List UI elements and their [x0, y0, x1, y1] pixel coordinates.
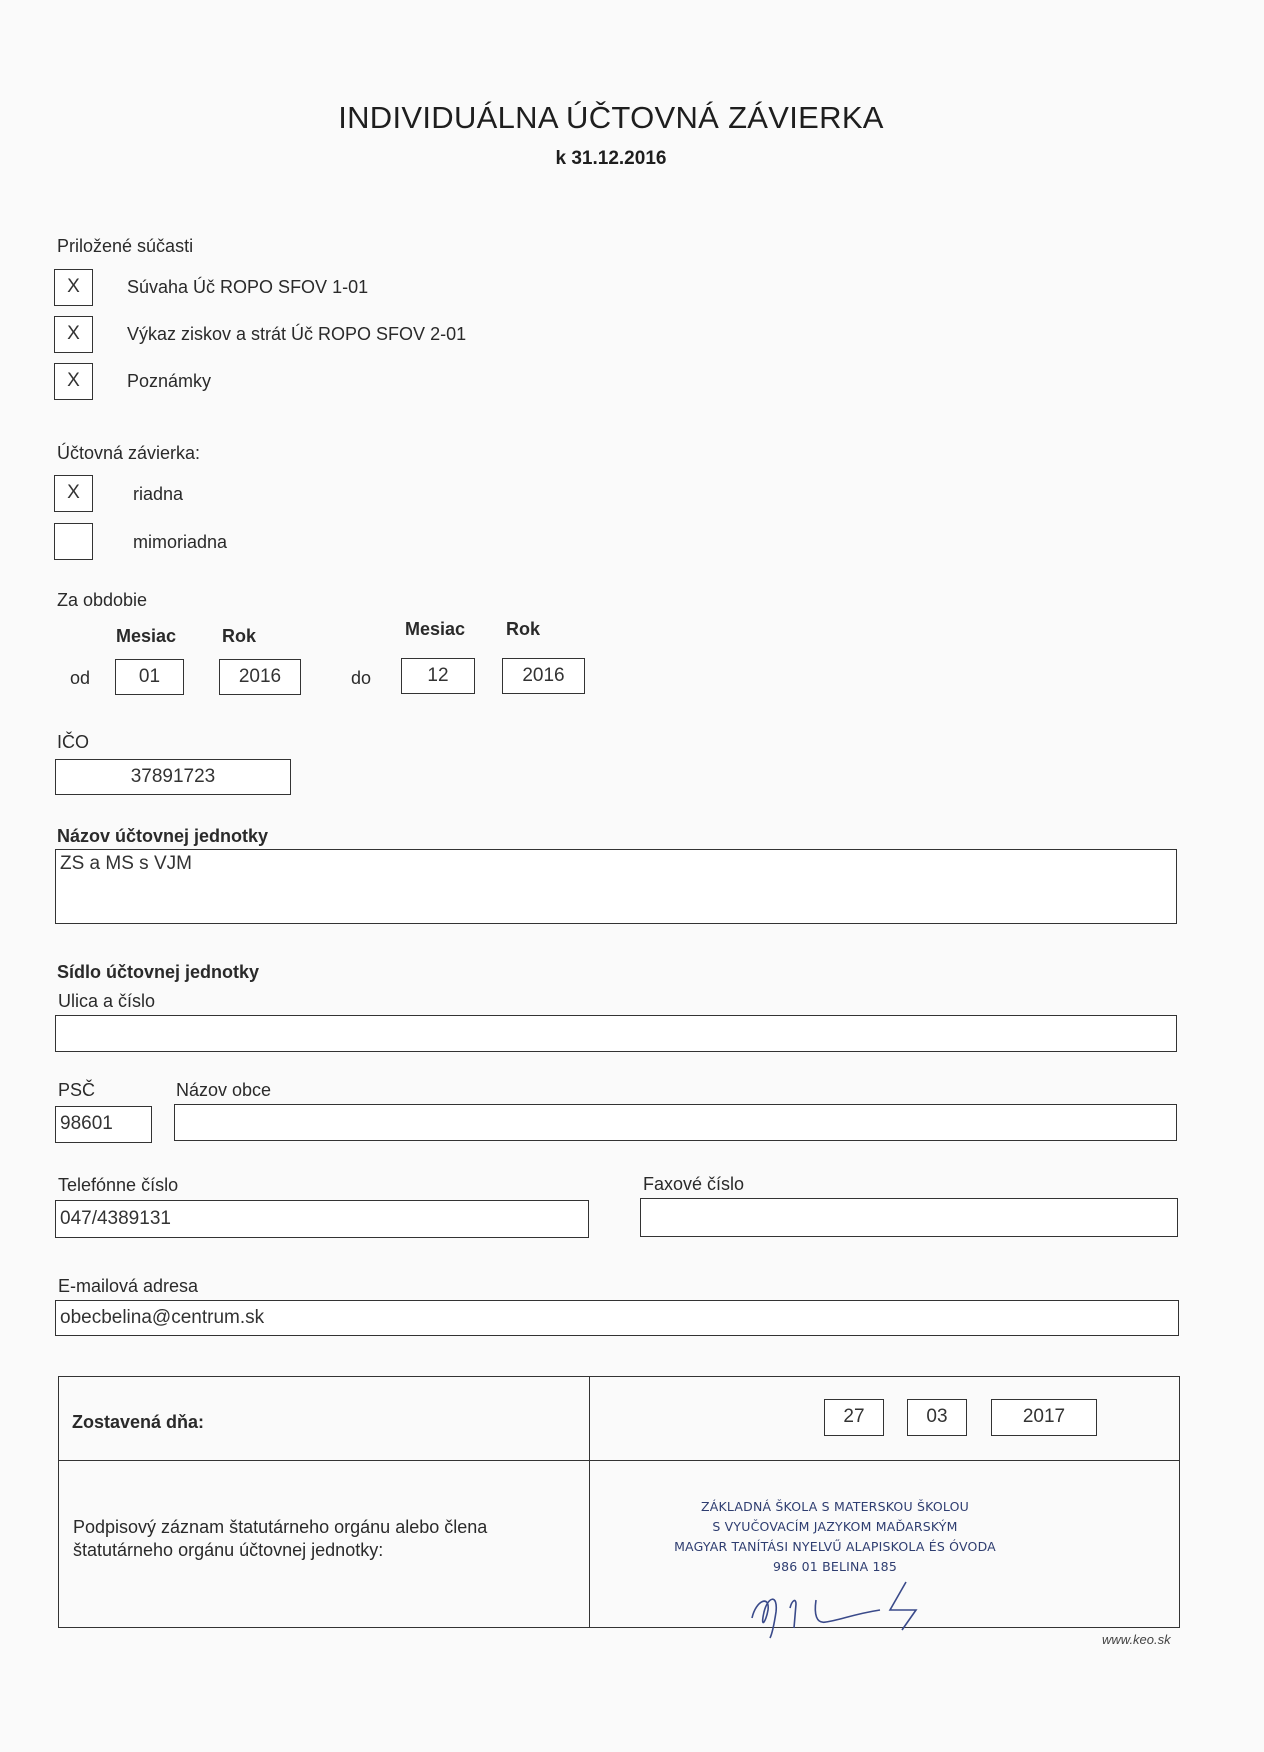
signature-label-line1: Podpisový záznam štatutárneho orgánu alebo člena — [73, 1517, 488, 1537]
ico-field[interactable]: 37891723 — [55, 759, 291, 795]
checkbox-riadna[interactable]: X — [54, 475, 93, 512]
closure-label-mimoriadna: mimoriadna — [133, 532, 228, 552]
official-stamp — [660, 1497, 1010, 1577]
checkbox-mimoriadna[interactable] — [54, 523, 93, 560]
signature-label-line2: štatutárneho orgánu účtovnej jednotky: — [73, 1540, 384, 1560]
fax-label: Faxové číslo — [643, 1174, 745, 1194]
compiled-day-field[interactable]: 27 — [824, 1399, 884, 1436]
to-year-field[interactable]: 2016 — [502, 658, 585, 694]
stamp-line-1: ZÁKLADNÁ ŠKOLA S MATERSKOU ŠKOLOU — [701, 1499, 969, 1514]
address-heading: Sídlo účtovnej jednotky — [57, 962, 260, 982]
from-year-header: Rok — [222, 626, 257, 646]
period-to-label: do — [351, 668, 372, 688]
entity-name-field[interactable]: ZS a MS s VJM — [55, 849, 1177, 924]
checkbox-vykaz[interactable]: X — [54, 316, 93, 353]
handwritten-signature — [730, 1570, 950, 1640]
stamp-line-2: S VYUČOVACÍM JAZYKOM MAĎARSKÝM — [712, 1519, 958, 1534]
street-field[interactable] — [55, 1015, 1177, 1052]
phone-field[interactable]: 047/4389131 — [55, 1200, 589, 1238]
attachment-label-poznamky: Poznámky — [127, 371, 212, 391]
attachments-heading: Priložené súčasti — [57, 236, 194, 256]
period-heading: Za obdobie — [57, 590, 148, 610]
fax-field[interactable] — [640, 1198, 1178, 1237]
attachment-label-suvaha: Súvaha Úč ROPO SFOV 1-01 — [127, 277, 369, 297]
stamp-line-3: MAGYAR TANÍTÁSI NYELVŰ ALAPISKOLA ÉS ÓVODA — [674, 1539, 996, 1554]
checkbox-poznamky[interactable]: X — [54, 363, 93, 400]
compiled-label: Zostavená dňa: — [72, 1412, 205, 1432]
period-from-label: od — [70, 668, 91, 688]
from-year-field[interactable]: 2016 — [219, 659, 301, 695]
phone-label: Telefónne číslo — [58, 1175, 179, 1195]
checkbox-suvaha[interactable]: X — [54, 269, 93, 306]
table-divider-vertical — [589, 1377, 590, 1627]
email-label: E-mailová adresa — [58, 1276, 199, 1296]
to-month-field[interactable]: 12 — [401, 658, 475, 694]
compiled-year-field[interactable]: 2017 — [991, 1399, 1097, 1436]
compiled-month-field[interactable]: 03 — [907, 1399, 967, 1436]
to-year-header: Rok — [506, 619, 541, 639]
psc-label: PSČ — [58, 1080, 96, 1100]
closure-label-riadna: riadna — [133, 484, 184, 504]
document-title: INDIVIDUÁLNA ÚČTOVNÁ ZÁVIERKA — [338, 100, 884, 135]
closure-type-heading: Účtovná závierka: — [57, 443, 201, 463]
city-field[interactable] — [174, 1104, 1177, 1141]
to-month-header: Mesiac — [405, 619, 466, 639]
email-field[interactable]: obecbelina@centrum.sk — [55, 1300, 1179, 1336]
attachment-label-vykaz: Výkaz ziskov a strát Úč ROPO SFOV 2-01 — [127, 324, 467, 344]
footer-website: www.keo.sk — [1102, 1632, 1171, 1647]
from-month-header: Mesiac — [116, 626, 177, 646]
city-label: Názov obce — [176, 1080, 272, 1100]
from-month-field[interactable]: 01 — [115, 659, 184, 695]
ico-label: IČO — [57, 732, 90, 752]
street-label: Ulica a číslo — [58, 991, 156, 1011]
document-date: k 31.12.2016 — [555, 148, 667, 169]
entity-name-label: Názov účtovnej jednotky — [57, 826, 269, 846]
psc-field[interactable]: 98601 — [55, 1106, 152, 1143]
table-divider-horizontal — [59, 1460, 1179, 1461]
stamp-line-4: 986 01 BELINA 185 — [773, 1559, 897, 1574]
